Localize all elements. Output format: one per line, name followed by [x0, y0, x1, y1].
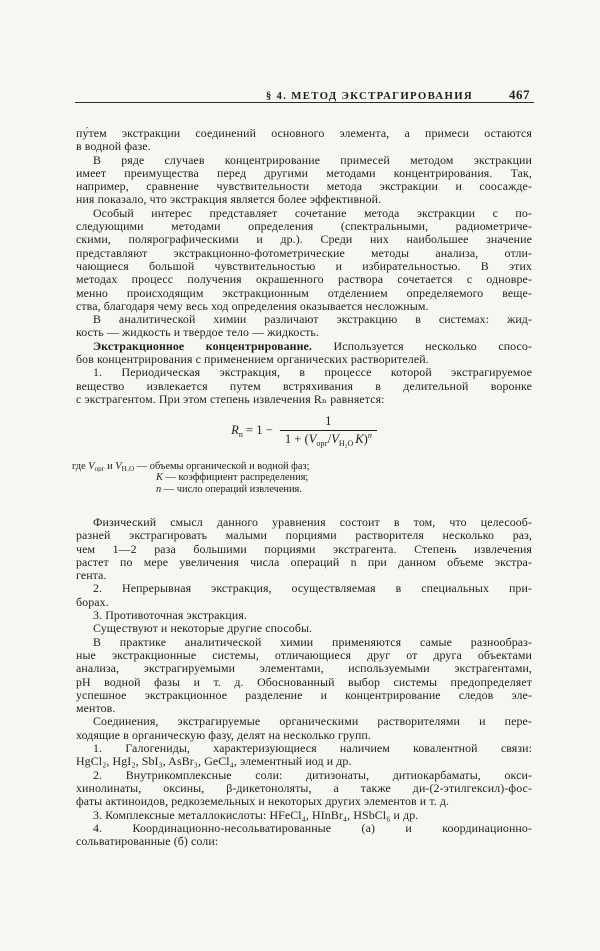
- text-line: кость — жидкость и твердое тело — жидкость.: [76, 326, 319, 340]
- text-line: растет по мере увеличения числа операций n при данном объеме экстра-: [76, 555, 532, 569]
- text-line: чающиеся большой чувствительностью и избирательностью. В этих: [76, 259, 532, 273]
- bold-lead: Экстракционное концентрирование.: [93, 339, 312, 353]
- paragraph: [76, 127, 532, 154]
- text-line: В практике аналитической химии применяются самые разнообраз-: [93, 635, 532, 649]
- paragraph: [76, 769, 532, 809]
- fraction-denominator: $1 + (V_{орг}/V_{H_2O}$ K)$^n$: [280, 430, 377, 447]
- text-line: рН водной фазы и т. д. Обоснованный выбор системы предопределяет: [76, 675, 532, 689]
- fraction: [280, 414, 377, 447]
- text-line: фаты актиноидов, редкоземельных и некоторых других элементов и т. д.: [76, 795, 450, 809]
- paragraph: [76, 742, 532, 769]
- text-line: сольватированные (б) соли:: [76, 835, 219, 849]
- paragraph: [76, 516, 532, 582]
- text-line: Физический смысл данного уравнения состоит в том, что целесооб-: [93, 516, 532, 529]
- paragraph: [76, 366, 532, 406]
- text-line: хинолинаты, оксины, β-дикетоноляты, а также ди-(2-этилгексил)-фос-: [76, 781, 532, 795]
- text-line: имеет преимущества перед другими методами концентрирования. Так,: [76, 166, 532, 180]
- formula-legend: [72, 461, 534, 495]
- text-line: 4. Координационно-несольватированные (а) и координационно-: [93, 821, 532, 835]
- text-line: В ряде случаев концентрирование примесей методом экстракции: [93, 153, 532, 167]
- paragraph: [76, 822, 532, 849]
- text-line: вещество извлекается путем встряхивания в делительной воронке: [76, 379, 532, 393]
- header-rule: [75, 102, 534, 104]
- paragraph: [76, 313, 532, 340]
- text-line: следующими методами определения (спектральными, радиометриче-: [76, 220, 532, 234]
- text-line: ходящие в органическую фазу, делят на несколько групп.: [76, 728, 371, 742]
- text-line: гента.: [76, 569, 107, 583]
- text-line: 3. Противоточная экстракция.: [93, 609, 248, 623]
- text-line: ства, благодаря чему весь ход определения оказывается несложным.: [76, 299, 429, 313]
- paragraph: [76, 636, 532, 716]
- extraction-degree-formula: $R_n = 1$ − $\frac{1}{1 + (V_{орг}/V_{H_2O} K)^n}$: [76, 414, 532, 447]
- paragraph: [76, 809, 532, 822]
- text-line: HgCl₂, HgI₂, SbI₃, AsBr₃, GeCl₄, элементный иод и др.: [76, 755, 352, 769]
- body-text-upper: [76, 127, 532, 406]
- text-line: анализа, экстрагируемыми элементами, используемыми экстрагентами,: [76, 662, 532, 676]
- page-number: 467: [509, 87, 530, 102]
- section-title: § 4. МЕТОД ЭКСТРАГИРОВАНИЯ: [265, 90, 473, 102]
- paragraph: [76, 609, 532, 622]
- text-line: методах процесс получения окрашенного раствора сочетается с одновре-: [76, 273, 532, 287]
- text-line: 1. Галогениды, характеризующиеся наличием ковалентной связи:: [93, 742, 532, 756]
- text-line: В аналитической химии различают экстракцию в системах: жид-: [93, 313, 532, 327]
- fraction-numerator: 1: [325, 414, 332, 428]
- text-line: скими, полярографическими и др.). Среди них наибольшее значение: [76, 233, 532, 247]
- text-line: успешное экстракционное разделение и концентрирование следов эле-: [76, 688, 532, 702]
- text-line: 3. Комплексные металлокислоты: HFeCl₄, HInBr₄, HSbCl₆ и др.: [93, 808, 419, 822]
- paragraph: [76, 622, 532, 635]
- text-line: ные экстракционные системы, отличающиеся друг от друга объектами: [76, 648, 532, 662]
- legend-line: n — число операций извлечения.: [156, 483, 302, 495]
- paragraph-extraction-concentration: [76, 340, 532, 367]
- text-line: ментов.: [76, 702, 116, 716]
- paragraph: [76, 207, 532, 313]
- text-line: разней экстрагировать малыми порциями растворителя несколько раз,: [76, 529, 532, 543]
- text-line: например, сравнение чувствительности метода экстракции и соосажде-: [76, 180, 532, 194]
- text-line: Соединения, экстрагируемые органическими растворителями и пере-: [93, 715, 532, 729]
- text-line: 2. Непрерывная экстракция, осуществляемая в специальных при-: [93, 582, 532, 596]
- text-line: 1. Периодическая экстракция, в процессе которой экстрагируемое: [93, 366, 532, 380]
- text-line: представляют экстракционно-фотометрические методы анализа, отли-: [76, 246, 532, 260]
- paragraph: [76, 154, 532, 207]
- text-line: 2. Внутрикомплексные соли: дитизонаты, дитиокарбаматы, окси-: [93, 768, 532, 782]
- text-line: менно происходящим экстракционным отделением определяемого веще-: [76, 286, 532, 300]
- paragraph: [76, 582, 532, 609]
- text-line: ния показало, что экстракция является более эффективной.: [76, 193, 382, 207]
- text-line: чем 1—2 раза большими порциями экстрагента. Степень извлечения: [76, 542, 532, 556]
- text-line: борах.: [76, 595, 109, 609]
- paragraph: [76, 715, 532, 742]
- text-line: пу́тем экстракции соединений основного элемента, а примеси остаются: [76, 127, 532, 140]
- body-text-lower: [76, 516, 532, 848]
- text-line: Существуют и некоторые другие способы.: [93, 622, 313, 636]
- text-line: в водной фазе.: [76, 140, 151, 154]
- formula-variable: R: [231, 423, 239, 437]
- text-line: Экстракционное концентрирование. Используется несколько спосо-: [93, 339, 532, 353]
- text-line: с экстрагентом. При этом степень извлечения Rₙ равняется:: [76, 392, 385, 406]
- text-line: бов концентрирования с применением органических растворителей.: [76, 353, 429, 367]
- legend-line: K — коэффициент распределения;: [156, 472, 309, 484]
- legend-line: где $V_{орг}$ и $V_{H_2O}$ — объемы органической и водной фаз;: [72, 461, 310, 473]
- text-line: Особый интерес представляет сочетание метода экстракции с по-: [93, 206, 532, 220]
